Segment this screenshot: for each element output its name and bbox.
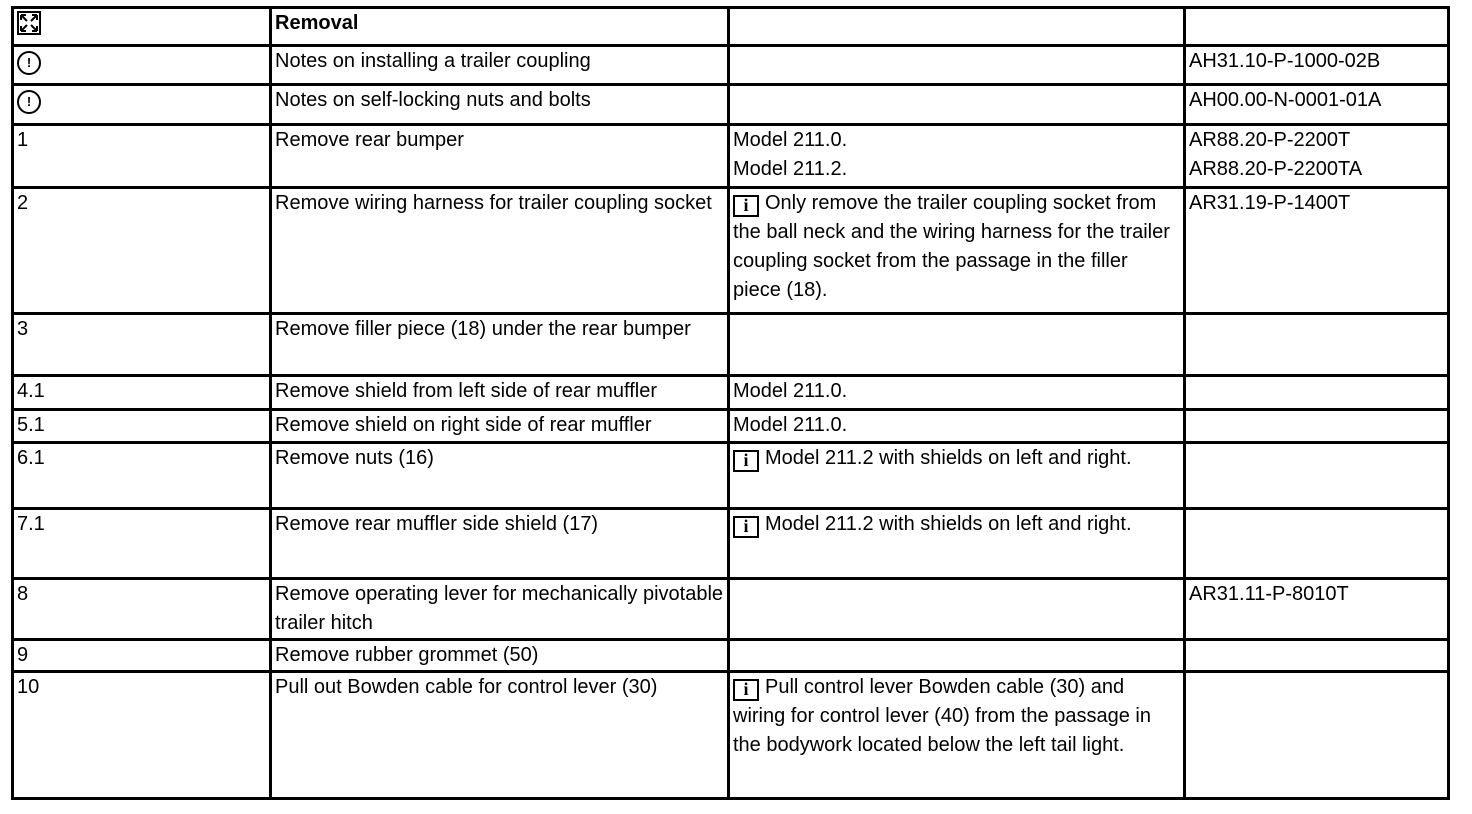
- action-cell: Pull out Bowden cable for control lever (30): [271, 672, 729, 799]
- action-cell: Remove rubber grommet (50): [271, 640, 729, 672]
- reference-cell: [1185, 579, 1449, 640]
- step-cell: [13, 125, 271, 188]
- action-cell: Remove rear bumper: [271, 125, 729, 188]
- reference-cell: [1185, 640, 1449, 672]
- table-row: [13, 188, 1449, 314]
- remark-line: Model 211.2.: [733, 158, 848, 180]
- step-cell: [13, 314, 271, 376]
- table-row: [13, 672, 1449, 799]
- step-number: 10: [17, 676, 40, 698]
- remark-cell: [729, 188, 1185, 314]
- remark-cell: [729, 640, 1185, 672]
- step-number: 2: [17, 192, 29, 214]
- reference-cell: [1185, 410, 1449, 443]
- header-empty-cell: [729, 8, 1185, 46]
- remark-text: Model 211.0.: [733, 380, 848, 402]
- remark-cell: [729, 579, 1185, 640]
- reference-cell: [1185, 672, 1449, 799]
- note-icon[interactable]: !: [17, 51, 41, 75]
- document-reference-link[interactable]: AH31.10-P-1000-02B: [1189, 50, 1381, 72]
- remark-cell: [729, 46, 1185, 85]
- step-number: 3: [17, 318, 29, 340]
- remark-cell: [729, 125, 1185, 188]
- section-title: Removal: [271, 8, 729, 46]
- step-number: 6.1: [17, 447, 45, 469]
- step-number: 9: [17, 644, 29, 666]
- action-cell: Remove wiring harness for trailer coupling socket: [271, 188, 729, 314]
- table-row: [13, 410, 1449, 443]
- reference-cell: [1185, 46, 1449, 85]
- reference-cell: [1185, 376, 1449, 410]
- removal-procedure-table: [11, 6, 1450, 800]
- table-row: [13, 314, 1449, 376]
- header-empty-cell: [1185, 8, 1449, 46]
- table-row: [13, 640, 1449, 672]
- table-row: [13, 46, 1449, 85]
- reference-cell: [1185, 85, 1449, 125]
- action-cell: Notes on self-locking nuts and bolts: [271, 85, 729, 125]
- expand-icon[interactable]: [17, 11, 41, 35]
- reference-cell: [1185, 314, 1449, 376]
- step-number: 1: [17, 129, 29, 151]
- step-number: 4.1: [17, 380, 45, 402]
- remark-cell: [729, 410, 1185, 443]
- step-number: 8: [17, 583, 29, 605]
- remark-text: Pull control lever Bowden cable (30) and wiring for control lever (40) from the passage in the bodywork located below the left tail light.: [733, 676, 1151, 756]
- step-number: 5.1: [17, 414, 45, 436]
- action-cell: Remove rear muffler side shield (17): [271, 509, 729, 579]
- reference-cell: [1185, 188, 1449, 314]
- step-cell: [13, 376, 271, 410]
- document-reference-link[interactable]: AR31.19-P-1400T: [1189, 192, 1351, 214]
- info-icon[interactable]: i: [733, 450, 759, 472]
- table-header-row: [13, 8, 1449, 46]
- action-cell: Remove operating lever for mechanically pivotable trailer hitch: [271, 579, 729, 640]
- remark-text: Model 211.2 with shields on left and right.: [765, 513, 1132, 535]
- remark-cell: [729, 376, 1185, 410]
- info-icon[interactable]: i: [733, 679, 759, 701]
- document-reference-link[interactable]: AR31.11-P-8010T: [1189, 583, 1349, 605]
- reference-cell: [1185, 125, 1449, 188]
- step-cell: [13, 410, 271, 443]
- step-cell: [13, 443, 271, 509]
- document-reference-link[interactable]: AR88.20-P-2200T: [1189, 129, 1351, 151]
- action-cell: Remove shield on right side of rear muffler: [271, 410, 729, 443]
- table-row: [13, 579, 1449, 640]
- reference-cell: [1185, 443, 1449, 509]
- reference-cell: [1185, 509, 1449, 579]
- table-row: [13, 443, 1449, 509]
- action-cell: Remove shield from left side of rear muffler: [271, 376, 729, 410]
- info-icon[interactable]: i: [733, 516, 759, 538]
- step-cell: [13, 85, 271, 125]
- remark-cell: [729, 85, 1185, 125]
- remark-text: Model 211.2 with shields on left and right.: [765, 447, 1132, 469]
- step-cell: [13, 46, 271, 85]
- step-cell: [13, 640, 271, 672]
- step-cell: [13, 188, 271, 314]
- step-cell: [13, 579, 271, 640]
- document-reference-link[interactable]: AR88.20-P-2200TA: [1189, 158, 1363, 180]
- remark-cell: [729, 314, 1185, 376]
- table-row: [13, 85, 1449, 125]
- remark-cell: [729, 443, 1185, 509]
- table-row: [13, 125, 1449, 188]
- remark-text: Model 211.0.: [733, 414, 848, 436]
- action-cell: Remove filler piece (18) under the rear bumper: [271, 314, 729, 376]
- header-icon-cell: [13, 8, 271, 46]
- step-cell: [13, 509, 271, 579]
- document-reference-link[interactable]: AH00.00-N-0001-01A: [1189, 89, 1382, 111]
- action-cell: Remove nuts (16): [271, 443, 729, 509]
- step-number: 7.1: [17, 513, 45, 535]
- table-row: [13, 376, 1449, 410]
- step-cell: [13, 672, 271, 799]
- action-cell: Notes on installing a trailer coupling: [271, 46, 729, 85]
- note-icon[interactable]: !: [17, 90, 41, 114]
- table-row: [13, 509, 1449, 579]
- remark-line: Model 211.0.: [733, 129, 848, 151]
- info-icon[interactable]: i: [733, 195, 759, 217]
- remark-cell: [729, 672, 1185, 799]
- remark-cell: [729, 509, 1185, 579]
- remark-text: Only remove the trailer coupling socket from the ball neck and the wiring harness for the trailer coupling socket from the passage in the filler piece (18).: [733, 192, 1170, 301]
